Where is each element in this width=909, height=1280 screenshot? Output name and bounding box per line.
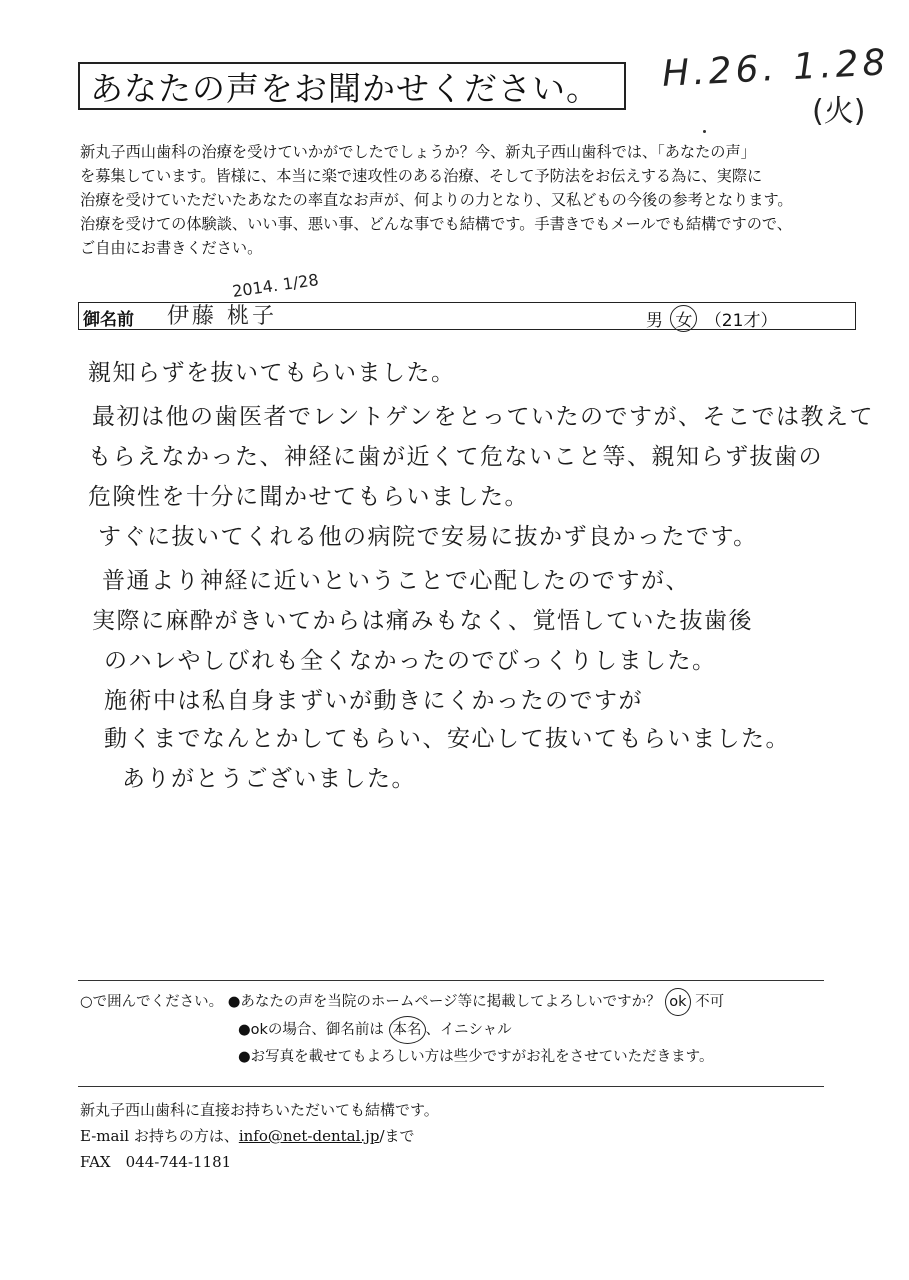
intro-line: 新丸子西山歯科の治療を受けていかがでしたでしょうか？今、新丸子西山歯科では、「あなたの声」 bbox=[80, 143, 756, 161]
consent-q2-separator: 、 bbox=[425, 1022, 441, 1038]
footer-email-row bbox=[80, 1123, 439, 1149]
intro-line: 治療を受けての体験談、いい事、悪い事、どんな事でも結構です。手書きでもメールでも結構ですので、 bbox=[80, 215, 792, 233]
age-value: （21才） bbox=[704, 311, 778, 331]
gender-field bbox=[646, 305, 777, 332]
email-prefix: E-mail お持ちの方は、 bbox=[80, 1127, 239, 1145]
gender-female-circled: 女 bbox=[670, 305, 697, 332]
intro-line: ご自由にお書きください。 bbox=[80, 239, 263, 257]
consent-row-name bbox=[80, 1016, 724, 1044]
consent-q1: ●あなたの声を当院のホームページ等に掲載してよろしいですか？ bbox=[227, 994, 661, 1010]
comment-line: すぐに抜いてくれる他の病院で安易に抜かず良かったです。 bbox=[98, 524, 758, 550]
divider bbox=[78, 1086, 824, 1087]
comment-line: 危険性を十分に聞かせてもらいました。 bbox=[88, 484, 529, 510]
consent-q3: ●お写真を載せてもよろしい方は些少ですがお礼をさせていただきます。 bbox=[238, 1049, 714, 1065]
comment-line: 実際に麻酔がきいてからは痛みもなく、覚悟していた抜歯後 bbox=[92, 608, 754, 634]
name-value: 伊藤 桃子 bbox=[167, 304, 277, 329]
handwritten-weekday: (火) bbox=[812, 94, 866, 129]
email-link[interactable]: info@net-dental.jp bbox=[238, 1127, 380, 1145]
name-row bbox=[78, 302, 856, 330]
footer-line: 新丸子西山歯科に直接お持ちいただいても結構です。 bbox=[80, 1101, 439, 1119]
comment-line: もらえなかった、神経に歯が近くて危ないこと等、親知らず抜歯の bbox=[88, 444, 823, 470]
comment-line: 普通より神経に近いということで心配したのですが、 bbox=[102, 568, 690, 594]
comment-line: 親知らずを抜いてもらいました。 bbox=[88, 360, 456, 386]
email-suffix: /まで bbox=[379, 1127, 415, 1145]
intro-line: を募集しています。皆様に、本当に楽で速攻性のある治療、そして予防法をお伝えする為に、実際に bbox=[80, 167, 763, 185]
name-label: 御名前 bbox=[83, 310, 134, 330]
handwritten-date: H.26. 1.28 bbox=[661, 42, 891, 95]
comment-line: のハレやしびれも全くなかったのでびっくりしました。 bbox=[104, 648, 717, 674]
consent-q2: ●okの場合、御名前は bbox=[238, 1022, 384, 1038]
footer bbox=[80, 1097, 439, 1175]
consent-row-publish bbox=[80, 988, 724, 1016]
page-title bbox=[78, 62, 626, 110]
fax-number: FAX 044-744-1181 bbox=[80, 1153, 232, 1171]
divider bbox=[78, 980, 824, 981]
consent-realname-circled: 本名 bbox=[389, 1016, 426, 1044]
consent-instruction: ○で囲んでください。 bbox=[80, 994, 224, 1010]
gender-male: 男 bbox=[646, 311, 663, 331]
handwritten-name-date: 2014. 1/28 bbox=[231, 270, 320, 301]
consent-no: 不可 bbox=[695, 994, 725, 1010]
page-title-text: あなたの声をお聞かせください。 bbox=[90, 68, 600, 108]
intro-paragraph bbox=[80, 140, 840, 260]
ink-dot bbox=[703, 130, 706, 133]
consent-initial: イニシャル bbox=[440, 1022, 512, 1038]
consent-row-photo bbox=[80, 1044, 724, 1070]
consent-section bbox=[80, 988, 724, 1070]
comment-line: ありがとうございました。 bbox=[122, 766, 416, 792]
comment-line: 最初は他の歯医者でレントゲンをとっていたのですが、そこでは教えて bbox=[92, 404, 875, 430]
comment-line: 施術中は私自身まずいが動きにくかったのですが bbox=[104, 688, 643, 714]
intro-line: 治療を受けていただいたあなたの率直なお声が、何よりの力となり、又私どもの今後の参考となります。 bbox=[80, 191, 793, 209]
comment-line: 動くまでなんとかしてもらい、安心して抜いてもらいました。 bbox=[104, 726, 790, 752]
consent-ok-circled: ok bbox=[665, 988, 690, 1016]
